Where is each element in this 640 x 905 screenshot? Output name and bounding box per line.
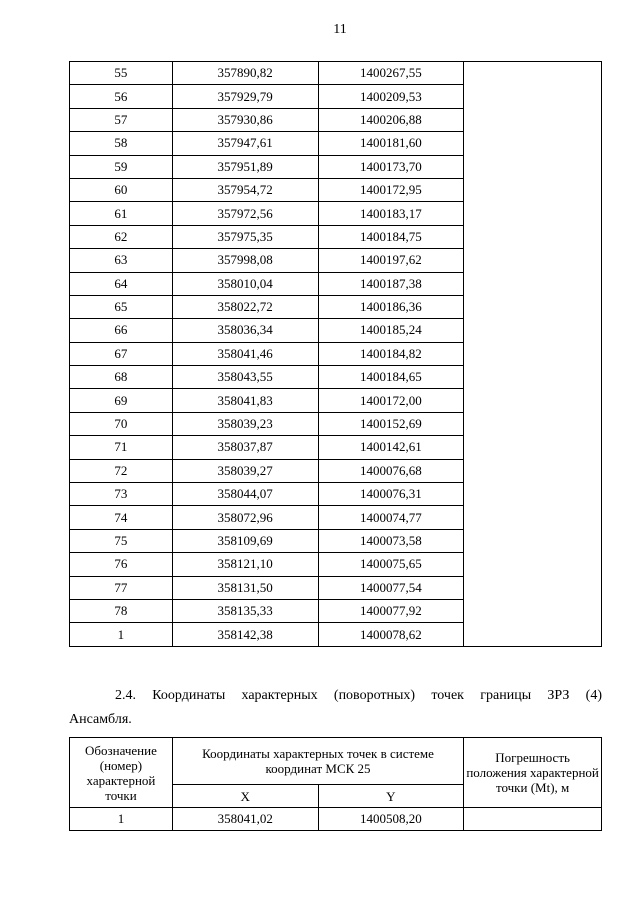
y-coordinate-cell: 1400076,68 (318, 459, 464, 482)
x-coordinate-cell: 358041,02 (172, 808, 318, 831)
y-coordinate-cell: 1400209,53 (318, 85, 464, 108)
header-point-number: Обозначение (номер) характерной точки (70, 738, 173, 808)
x-coordinate-cell: 358135,33 (172, 599, 318, 622)
y-coordinate-cell: 1400076,31 (318, 483, 464, 506)
x-coordinate-cell: 357890,82 (172, 62, 318, 85)
table-row (70, 808, 602, 831)
y-coordinate-cell: 1400267,55 (318, 62, 464, 85)
error-column-cell (464, 62, 602, 647)
x-coordinate-cell: 357998,08 (172, 249, 318, 272)
x-coordinate-cell: 358010,04 (172, 272, 318, 295)
x-coordinate-cell: 358036,34 (172, 319, 318, 342)
x-coordinate-cell: 358072,96 (172, 506, 318, 529)
x-coordinate-cell: 357947,61 (172, 132, 318, 155)
x-coordinate-cell: 357975,35 (172, 225, 318, 248)
x-coordinate-cell: 358043,55 (172, 366, 318, 389)
point-number-cell: 78 (70, 599, 173, 622)
header-coordinates: Координаты характерных точек в системе координат МСК 25 (172, 738, 463, 785)
y-coordinate-cell: 1400508,20 (318, 808, 464, 831)
point-number-cell: 64 (70, 272, 173, 295)
x-coordinate-cell: 358039,23 (172, 412, 318, 435)
y-coordinate-cell: 1400184,65 (318, 366, 464, 389)
y-coordinate-cell: 1400077,92 (318, 599, 464, 622)
x-coordinate-cell: 358041,83 (172, 389, 318, 412)
point-number-cell: 68 (70, 366, 173, 389)
coordinates-table-body (70, 62, 602, 647)
y-coordinate-cell: 1400142,61 (318, 436, 464, 459)
x-coordinate-cell: 358022,72 (172, 295, 318, 318)
header-x: X (172, 785, 318, 808)
y-coordinate-cell: 1400197,62 (318, 249, 464, 272)
point-number-cell: 59 (70, 155, 173, 178)
error-cell (464, 808, 602, 831)
x-coordinate-cell: 358044,07 (172, 483, 318, 506)
x-coordinate-cell: 358039,27 (172, 459, 318, 482)
page-number: 11 (333, 22, 347, 37)
x-coordinate-cell: 358037,87 (172, 436, 318, 459)
y-coordinate-cell: 1400172,00 (318, 389, 464, 412)
section-heading-line2: Ансамбля. (69, 712, 132, 727)
table-row (70, 62, 602, 85)
x-coordinate-cell: 358121,10 (172, 553, 318, 576)
x-coordinate-cell: 358131,50 (172, 576, 318, 599)
y-coordinate-cell: 1400184,82 (318, 342, 464, 365)
x-coordinate-cell: 357929,79 (172, 85, 318, 108)
x-coordinate-cell: 357954,72 (172, 178, 318, 201)
point-number-cell: 1 (70, 808, 173, 831)
section-heading (69, 684, 602, 732)
y-coordinate-cell: 1400075,65 (318, 553, 464, 576)
y-coordinate-cell: 1400206,88 (318, 108, 464, 131)
point-number-cell: 70 (70, 412, 173, 435)
point-number-cell: 67 (70, 342, 173, 365)
y-coordinate-cell: 1400172,95 (318, 178, 464, 201)
x-coordinate-cell: 358109,69 (172, 529, 318, 552)
point-number-cell: 69 (70, 389, 173, 412)
y-coordinate-cell: 1400186,36 (318, 295, 464, 318)
y-coordinate-cell: 1400183,17 (318, 202, 464, 225)
point-number-cell: 72 (70, 459, 173, 482)
coordinates-table (69, 61, 602, 647)
point-number-cell: 60 (70, 178, 173, 201)
point-number-cell: 55 (70, 62, 173, 85)
x-coordinate-cell: 358142,38 (172, 623, 318, 646)
y-coordinate-cell: 1400152,69 (318, 412, 464, 435)
point-number-cell: 61 (70, 202, 173, 225)
y-coordinate-cell: 1400185,24 (318, 319, 464, 342)
y-coordinate-cell: 1400187,38 (318, 272, 464, 295)
point-number-cell: 76 (70, 553, 173, 576)
y-coordinate-cell: 1400073,58 (318, 529, 464, 552)
y-coordinate-cell: 1400077,54 (318, 576, 464, 599)
y-coordinate-cell: 1400173,70 (318, 155, 464, 178)
point-number-cell: 66 (70, 319, 173, 342)
y-coordinate-cell: 1400078,62 (318, 623, 464, 646)
header-y: Y (318, 785, 464, 808)
point-number-cell: 57 (70, 108, 173, 131)
y-coordinate-cell: 1400184,75 (318, 225, 464, 248)
point-number-cell: 62 (70, 225, 173, 248)
point-number-cell: 71 (70, 436, 173, 459)
x-coordinate-cell: 357951,89 (172, 155, 318, 178)
point-number-cell: 58 (70, 132, 173, 155)
x-coordinate-cell: 358041,46 (172, 342, 318, 365)
x-coordinate-cell: 357930,86 (172, 108, 318, 131)
header-error: Погрешность положения характерной точки (Mt), м (464, 738, 602, 808)
point-number-cell: 77 (70, 576, 173, 599)
y-coordinate-cell: 1400181,60 (318, 132, 464, 155)
point-number-cell: 56 (70, 85, 173, 108)
point-number-cell: 1 (70, 623, 173, 646)
point-number-cell: 63 (70, 249, 173, 272)
zrz-coordinates-table (69, 737, 602, 831)
x-coordinate-cell: 357972,56 (172, 202, 318, 225)
point-number-cell: 75 (70, 529, 173, 552)
section-heading-line1: 2.4. Координаты характерных (поворотных) точек границы ЗРЗ (4) (115, 688, 602, 703)
point-number-cell: 65 (70, 295, 173, 318)
point-number-cell: 74 (70, 506, 173, 529)
point-number-cell: 73 (70, 483, 173, 506)
y-coordinate-cell: 1400074,77 (318, 506, 464, 529)
